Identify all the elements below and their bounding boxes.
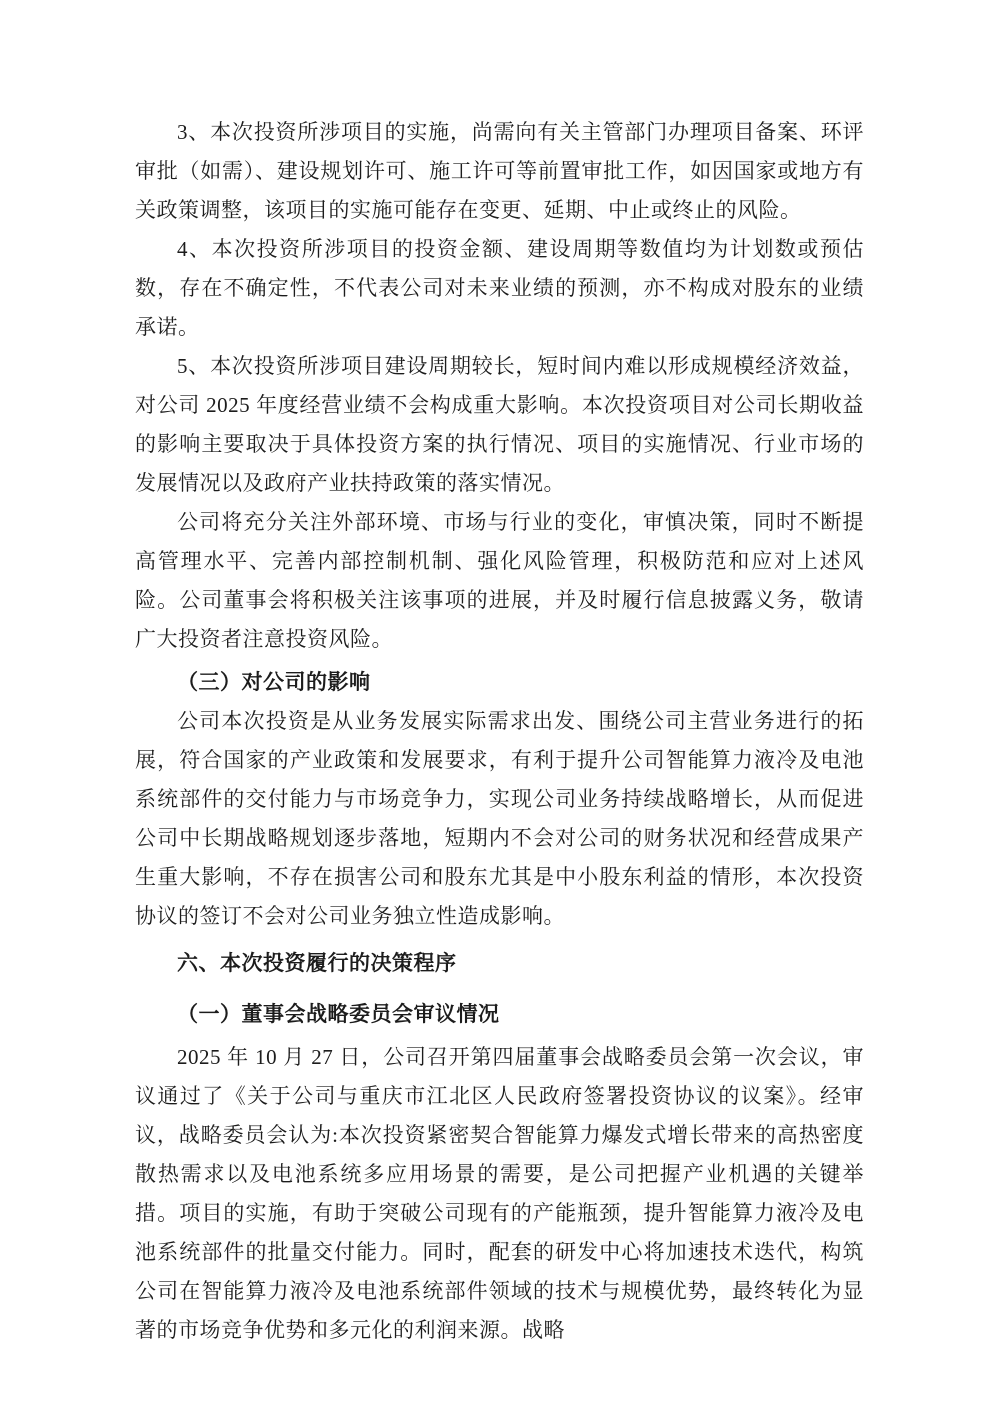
heading-impact-on-company: （三）对公司的影响 [177, 670, 371, 694]
paragraph-risk-estimates: 4、本次投资所涉项目的投资金额、建设周期等数值均为计划数或预估数，存在不确定性，不代表公司对未来业绩的预测，亦不构成对股东的业绩承诺。 [135, 237, 864, 339]
paragraph-risk-approval: 3、本次投资所涉项目的实施，尚需向有关主管部门办理项目备案、环评审批（如需）、建设规划许可、施工许可等前置审批工作，如因国家或地方有关政策调整，该项目的实施可能存在变更、延期、中止或终止的风险。 [135, 120, 864, 222]
paragraph-strategy-committee-review: 2025 年 10 月 27 日，公司召开第四届董事会战略委员会第一次会议，审议通过了《关于公司与重庆市江北区人民政府签署投资协议的议案》。经审议，战略委员会认为:本次投资紧密契合智能算力爆发式增长带来的高热密度散热需求以及电池系统多应用场景的需要，是公司把握产业机遇的关键举措。项目的实施，有助于突破公司现有的产能瓶颈，提升智能算力液冷及电池系统部件的批量交付能力。同时，配套的研发中心将加速技术迭代，构筑公司在智能算力液冷及电池系统部件领域的技术与规模优势，最终转化为显著的市场竞争优势和多元化的利润来源。战略 [135, 1045, 864, 1342]
paragraph-risk-response: 公司将充分关注外部环境、市场与行业的变化，审慎决策，同时不断提高管理水平、完善内部控制机制、强化风险管理，积极防范和应对上述风险。公司董事会将积极关注该事项的进展，并及时履行信息披露义务，敬请广大投资者注意投资风险。 [135, 510, 864, 651]
paragraph-risk-long-cycle: 5、本次投资所涉项目建设周期较长，短时间内难以形成规模经济效益，对公司 2025 年度经营业绩不会构成重大影响。本次投资项目对公司长期收益的影响主要取决于具体投资方案的执行情况、项目的实施情况、行业市场的发展情况以及政府产业扶持政策的落实情况。 [135, 354, 864, 495]
document-body [135, 113, 864, 1350]
heading-strategy-committee-review: （一）董事会战略委员会审议情况 [177, 1002, 500, 1026]
paragraph-impact-on-company: 公司本次投资是从业务发展实际需求出发、围绕公司主营业务进行的拓展，符合国家的产业政策和发展要求，有利于提升公司智能算力液冷及电池系统部件的交付能力与市场竞争力，实现公司业务持续战略增长，从而促进公司中长期战略规划逐步落地，短期内不会对公司的财务状况和经营成果产生重大影响，不存在损害公司和股东尤其是中小股东利益的情形，本次投资协议的签订不会对公司业务独立性造成影响。 [135, 709, 864, 928]
heading-decision-procedure: 六、本次投资履行的决策程序 [177, 951, 457, 975]
